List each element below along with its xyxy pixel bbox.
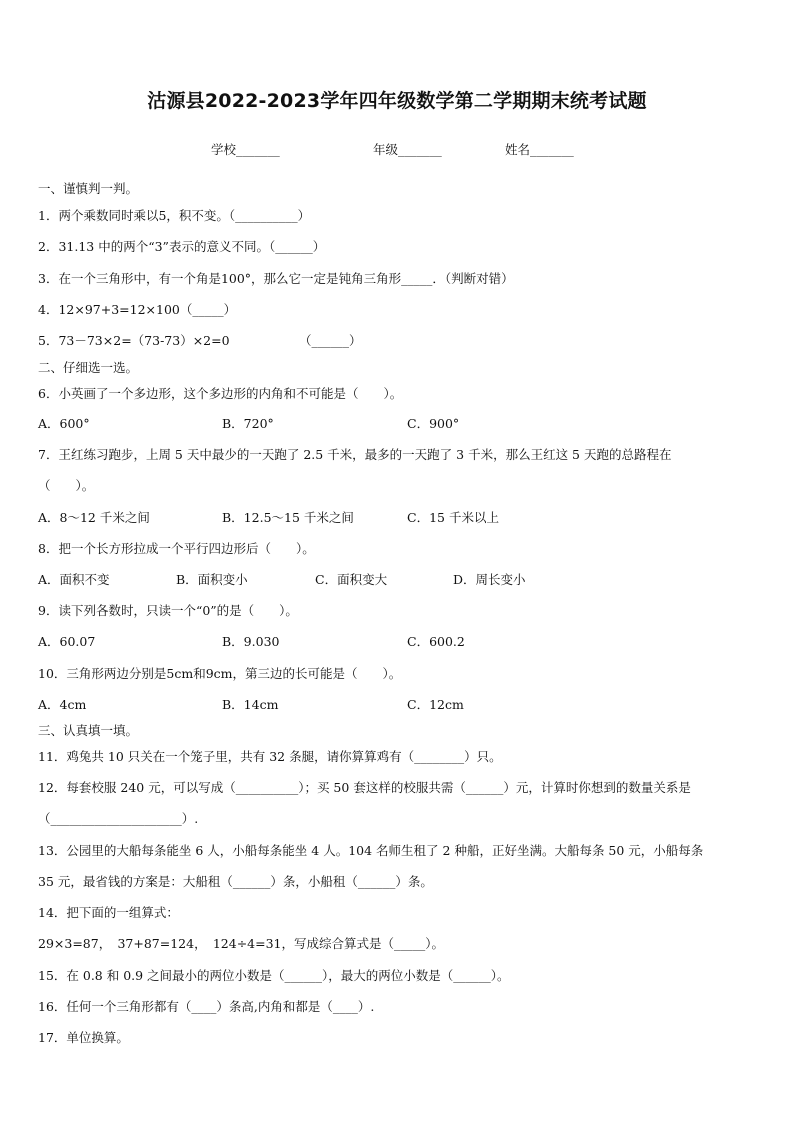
page-title: 沽源县2022-2023学年四年级数学第二学期期末统考试题 — [147, 90, 647, 112]
question-5-blank: （______） — [299, 333, 362, 348]
question-12: 12．每套校服 240 元，可以写成（__________）；买 50 套这样的校服共需（______）元，计算时你想到的数量关系是 — [38, 780, 691, 795]
grade-field: 年级_______ — [373, 142, 442, 157]
question-7-continued: （ ）。 — [38, 478, 95, 493]
question-11: 11．鸡兔共 10 只关在一个笼子里，共有 32 条腿，请你算算鸡有（________）只。 — [38, 749, 502, 764]
question-12-continued: （_____________________）. — [38, 811, 199, 826]
question-10-option-a: A．4cm — [38, 697, 87, 712]
section-heading-3: 三、认真填一填。 — [38, 723, 139, 738]
question-7-option-c: C．15 千米以上 — [407, 510, 499, 525]
question-3: 3．在一个三角形中，有一个角是100°，那么它一定是钝角三角形_____．（判断对错） — [38, 271, 514, 286]
question-14-continued: 29×3=87， 37+87=124， 124÷4=31，写成综合算式是（_____）。 — [38, 936, 444, 951]
question-9-option-b: B．9.030 — [222, 634, 280, 649]
question-6-option-c: C．900° — [407, 416, 460, 431]
question-8-option-b: B．面积变小 — [176, 572, 248, 587]
question-8-option-d: D．周长变小 — [453, 572, 526, 587]
question-4: 4．12×97+3=12×100（_____） — [38, 302, 237, 317]
question-8-option-c: C．面积变大 — [315, 572, 388, 587]
name-field: 姓名_______ — [505, 142, 574, 157]
question-6-option-b: B．720° — [222, 416, 274, 431]
question-1: 1．两个乘数同时乘以5，积不变。（__________） — [38, 208, 311, 223]
question-5: 5．73－73×2=（73-73）×2=0 — [38, 333, 230, 348]
question-10-option-c: C．12cm — [407, 697, 464, 712]
question-16: 16．任何一个三角形都有（____）条高,内角和都是（____）. — [38, 999, 375, 1014]
question-9-option-c: C．600.2 — [407, 634, 465, 649]
question-6-option-a: A．600° — [38, 416, 90, 431]
question-13-continued: 35 元，最省钱的方案是：大船租（______）条，小船租（______）条。 — [38, 874, 433, 889]
question-8: 8．把一个长方形拉成一个平行四边形后（ ）。 — [38, 541, 315, 556]
question-7-option-b: B．12.5～15 千米之间 — [222, 510, 354, 525]
question-17: 17．单位换算。 — [38, 1030, 129, 1045]
question-9: 9．读下列各数时，只读一个“0”的是（ ）。 — [38, 603, 298, 618]
question-13: 13．公园里的大船每条能坐 6 人，小船每条能坐 4 人。104 名师生租了 2 种船，正好坐满。大船每条 50 元，小船每条 — [38, 843, 704, 858]
question-8-option-a: A．面积不变 — [38, 572, 110, 587]
question-10: 10．三角形两边分别是5cm和9cm，第三边的长可能是（ ）。 — [38, 666, 402, 681]
question-9-option-a: A．60.07 — [38, 634, 96, 649]
school-field: 学校_______ — [211, 142, 280, 157]
question-7: 7．王红练习跑步，上周 5 天中最少的一天跑了 2.5 千米，最多的一天跑了 3 千米，那么王红这 5 天跑的总路程在 — [38, 447, 672, 462]
question-2: 2．31.13 中的两个“3”表示的意义不同。（______） — [38, 239, 326, 254]
question-14: 14．把下面的一组算式： — [38, 905, 179, 920]
section-heading-1: 一、谨慎判一判。 — [38, 181, 139, 196]
section-heading-2: 二、仔细选一选。 — [38, 360, 139, 375]
question-15: 15．在 0.8 和 0.9 之间最小的两位小数是（______），最大的两位小数是（______）。 — [38, 968, 510, 983]
question-7-option-a: A．8～12 千米之间 — [38, 510, 150, 525]
question-10-option-b: B．14cm — [222, 697, 279, 712]
question-6: 6．小英画了一个多边形，这个多边形的内角和不可能是（ ）。 — [38, 386, 403, 401]
